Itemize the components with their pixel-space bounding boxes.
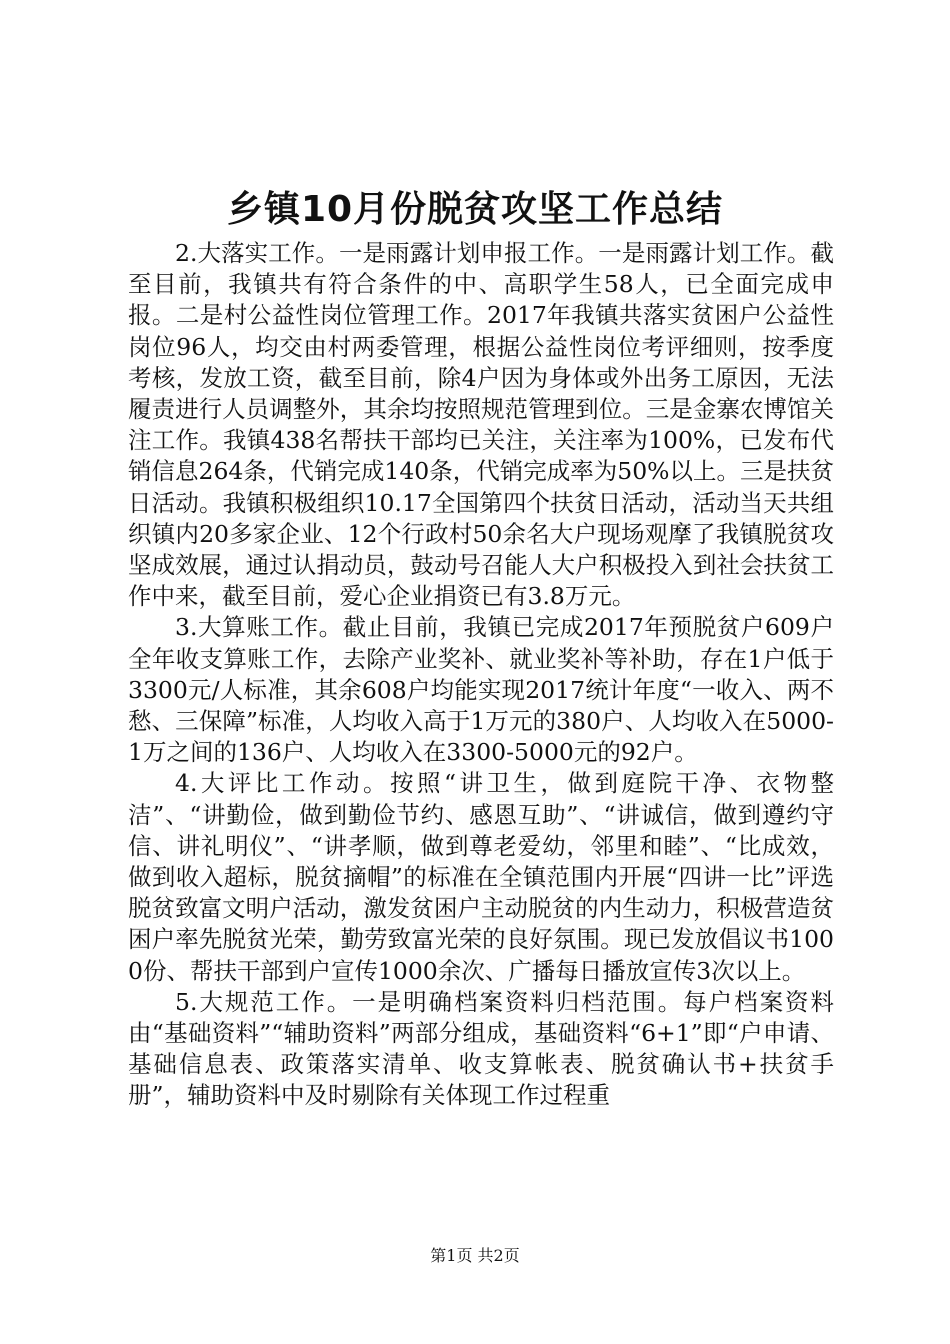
paragraph-4: 4.大评比工作动。按照“讲卫生，做到庭院干净、衣物整洁”、“讲勤俭，做到勤俭节约、感恩互助”、“讲诚信，做到遵约守信、讲礼明仪”、“讲孝顺，做到尊老爱幼，邻里和睦”、“比成效，做到收入超标，脱贫摘帽”的标准在全镇范围内开展“四讲一比”评选脱贫致富文明户活动，激发贫困户主动脱贫的内生动力，积极营造贫困户率先脱贫光荣，勤劳致富光荣的良好氛围。现已发放倡议书1000份、帮扶干部到户宣传1000余次、广播每日播放宣传3次以上。 (128, 769, 834, 985)
document-title: 乡镇10月份脱贫攻坚工作总结 (226, 189, 724, 230)
paragraph-3: 3.大算账工作。截止目前，我镇已完成2017年预脱贫户609户全年收支算账工作，去除产业奖补、就业奖补等补助，存在1户低于3300元/人标准，其余608户均能实现2017统计年度“一收入、两不愁、三保障”标准，人均收入高于1万元的380户、人均收入在5000-1万之间的136户、人均收入在3300-5000元的92户。 (128, 613, 834, 767)
page-number-footer: 第1页 共2页 (430, 1246, 520, 1265)
document-body (128, 238, 834, 1112)
paragraph-5: 5.大规范工作。一是明确档案资料归档范围。每户档案资料由“基础资料”“辅助资料”两部分组成，基础资料“6+1”即“户申请、基础信息表、政策落实清单、收支算帐表、脱贫确认书+扶贫手册”，辅助资料中及时剔除有关体现工作过程重 (128, 987, 834, 1110)
paragraph-2: 2.大落实工作。一是雨露计划申报工作。一是雨露计划工作。截至目前，我镇共有符合条件的中、高职学生58人，已全面完成申报。二是村公益性岗位管理工作。2017年我镇共落实贫困户公益性岗位96人，均交由村两委管理，根据公益性岗位考评细则，按季度考核，发放工资，截至目前，除4户因为身体或外出务工原因，无法履责进行人员调整外，其余均按照规范管理到位。三是金寨农博馆关注工作。我镇438名帮扶干部均已关注，关注率为100%，已发布代销信息264条，代销完成140条，代销完成率为50%以上。三是扶贫日活动。我镇积极组织10.17全国第四个扶贫日活动，活动当天共组织镇内20多家企业、12个行政村50余名大户现场观摩了我镇脱贫攻坚成效展，通过认捐动员，鼓动号召能人大户积极投入到社会扶贫工作中来，截至目前，爱心企业捐资已有3.8万元。 (128, 239, 834, 611)
